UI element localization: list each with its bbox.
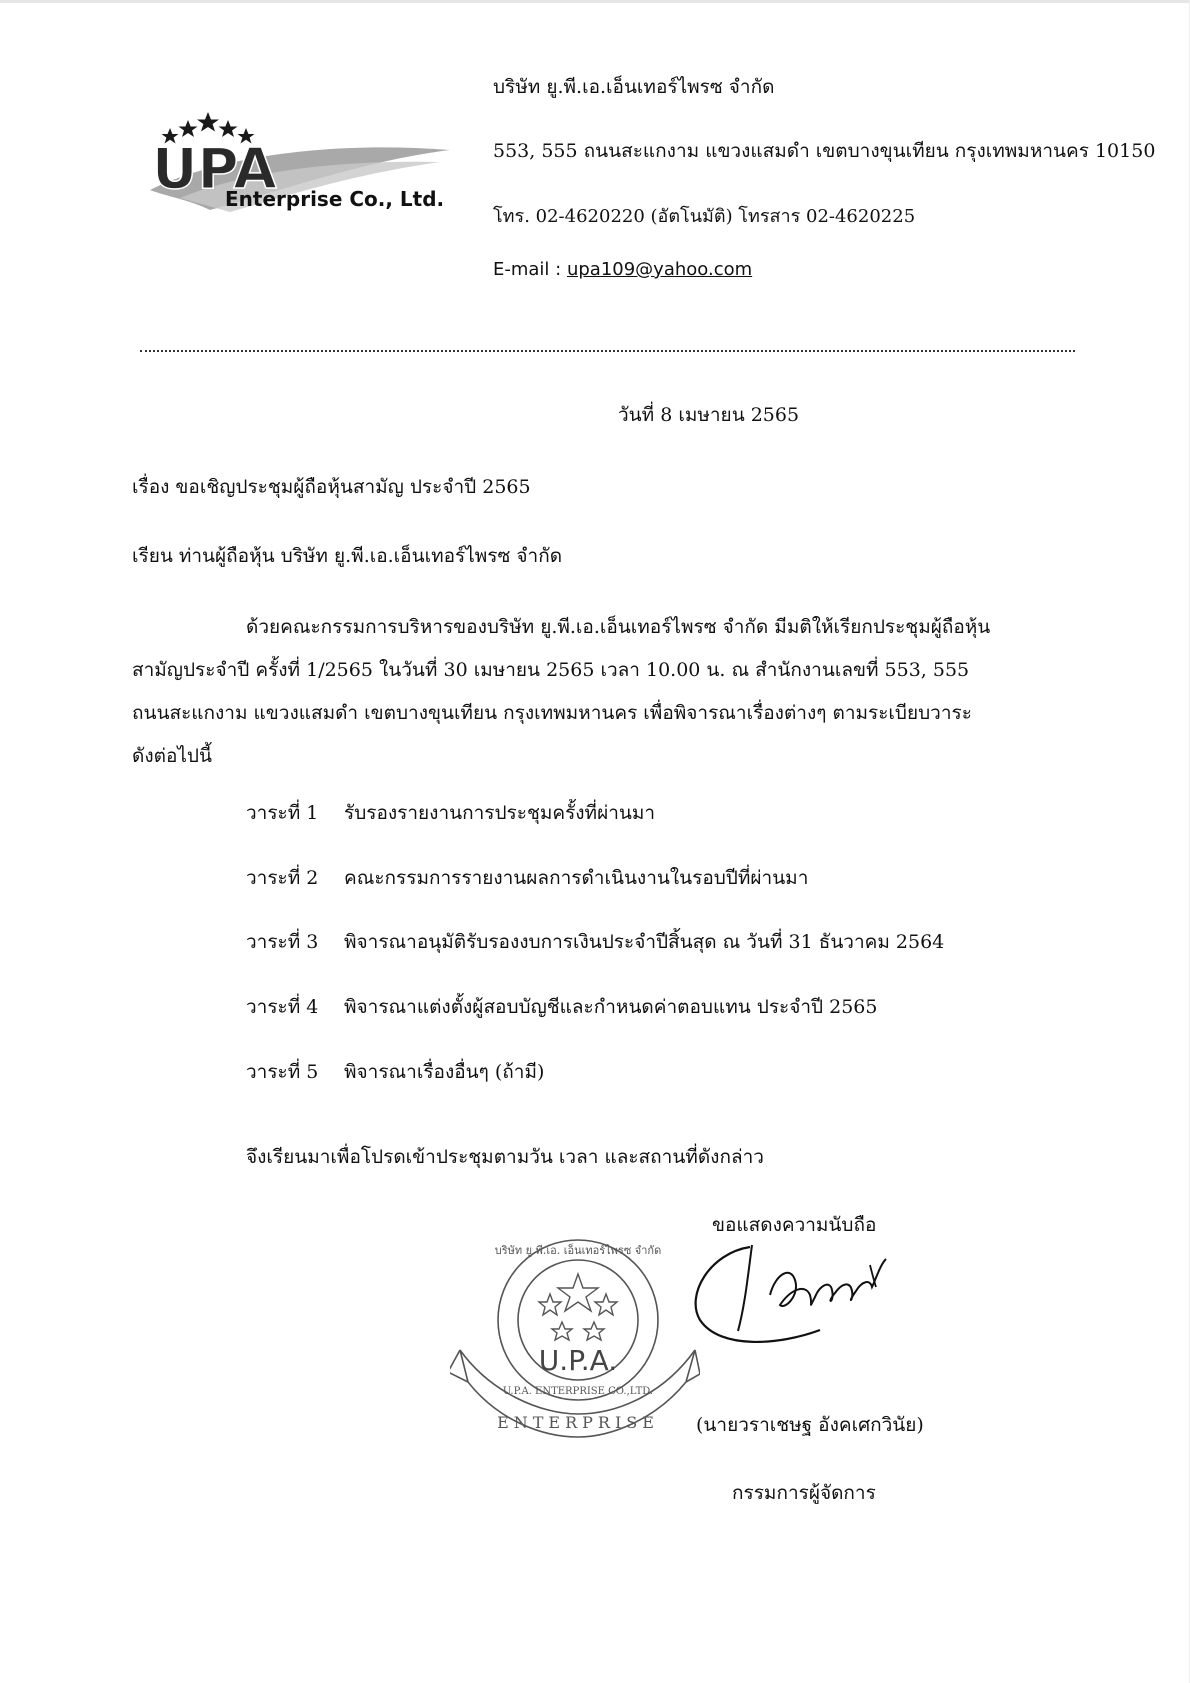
scan-edge (0, 0, 1190, 3)
seal-top-text: บริษัท ยู.พี.เอ. เอ็นเทอร์ไพรซ จำกัด (494, 1244, 662, 1257)
company-logo (150, 100, 460, 220)
agenda-label: วาระที่ 5 (246, 1061, 319, 1083)
agenda-label: วาระที่ 3 (246, 931, 319, 953)
seal-icon (450, 1232, 700, 1442)
agenda-label: วาระที่ 4 (246, 996, 319, 1018)
handwritten-signature (690, 1235, 940, 1355)
agenda-item (246, 992, 877, 1022)
agenda-item (246, 1057, 544, 1087)
closing-line: จึงเรียนมาเพื่อโปรดเข้าประชุมตามวัน เวลา และสถานที่ดังกล่าว (246, 1146, 764, 1168)
agenda-item (246, 927, 944, 957)
agenda-label: วาระที่ 2 (246, 867, 319, 889)
agenda-text: พิจารณาอนุมัติรับรองงบการเงินประจำปีสิ้นสุด ณ วันที่ 31 ธันวาคม 2564 (344, 931, 945, 953)
agenda-text: รับรองรายงานการประชุมครั้งที่ผ่านมา (344, 802, 656, 824)
agenda-item (246, 798, 655, 828)
email-link[interactable]: upa109@yahoo.com (566, 259, 753, 280)
signature-icon (690, 1235, 940, 1355)
letterhead-divider (140, 350, 1075, 352)
logo-subtitle: Enterprise Co., Ltd. (225, 187, 445, 211)
seal-center-text: U.P.A. (538, 1344, 618, 1377)
company-email-line (493, 259, 752, 280)
body-line: สามัญประจำปี ครั้งที่ 1/2565 ในวันที่ 30 เมษายน 2565 เวลา 10.00 น. ณ สำนักงานเลขที่ 553, 555 (132, 659, 970, 681)
body-line: ด้วยคณะกรรมการบริหารของบริษัท ยู.พี.เอ.เอ็นเทอร์ไพรซ จำกัด มีมติให้เรียกประชุมผู้ถือหุ้น (246, 616, 991, 638)
company-address: 553, 555 ถนนสะแกงาม แขวงแสมดำ เขตบางขุนเทียน กรุงเทพมหานคร 10150 (493, 140, 1156, 162)
body-line: ดังต่อไปนี้ (132, 745, 212, 767)
logo-text: UPA (152, 137, 277, 202)
email-label: E-mail : (493, 259, 567, 280)
company-seal (450, 1232, 700, 1442)
agenda-item (246, 863, 808, 893)
seal-ring-text: U.P.A. ENTERPRISE CO.,LTD. (502, 1386, 654, 1397)
agenda-text: พิจารณาแต่งตั้งผู้สอบบัญชีและกำหนดค่าตอบแทน ประจำปี 2565 (344, 996, 878, 1018)
body-line: ถนนสะแกงาม แขวงแสมดำ เขตบางขุนเทียน กรุงเทพมหานคร เพื่อพิจารณาเรื่องต่างๆ ตามระเบียบวาระ (132, 702, 972, 724)
letter-date: วันที่ 8 เมษายน 2565 (618, 404, 800, 426)
company-name: บริษัท ยู.พี.เอ.เอ็นเทอร์ไพรซ จำกัด (493, 76, 775, 98)
logo-graphic-icon (150, 100, 460, 220)
agenda-text: พิจารณาเรื่องอื่นๆ (ถ้ามี) (344, 1061, 545, 1083)
signer-name: (นายวราเชษฐ อังคเศกวินัย) (696, 1414, 924, 1436)
letter-subject: เรื่อง ขอเชิญประชุมผู้ถือหุ้นสามัญ ประจำปี 2565 (132, 476, 531, 498)
regards: ขอแสดงความนับถือ (712, 1214, 877, 1236)
letter-recipient: เรียน ท่านผู้ถือหุ้น บริษัท ยู.พี.เอ.เอ็นเทอร์ไพรซ จำกัด (132, 545, 563, 567)
seal-ribbon-text: ENTERPRISE (497, 1413, 659, 1432)
agenda-text: คณะกรรมการรายงานผลการดำเนินงานในรอบปีที่ผ่านมา (344, 867, 809, 889)
company-phone: โทร. 02-4620220 (อัตโนมัติ) โทรสาร 02-4620225 (493, 206, 916, 227)
signer-title: กรรมการผู้จัดการ (732, 1482, 876, 1504)
agenda-label: วาระที่ 1 (246, 802, 319, 824)
